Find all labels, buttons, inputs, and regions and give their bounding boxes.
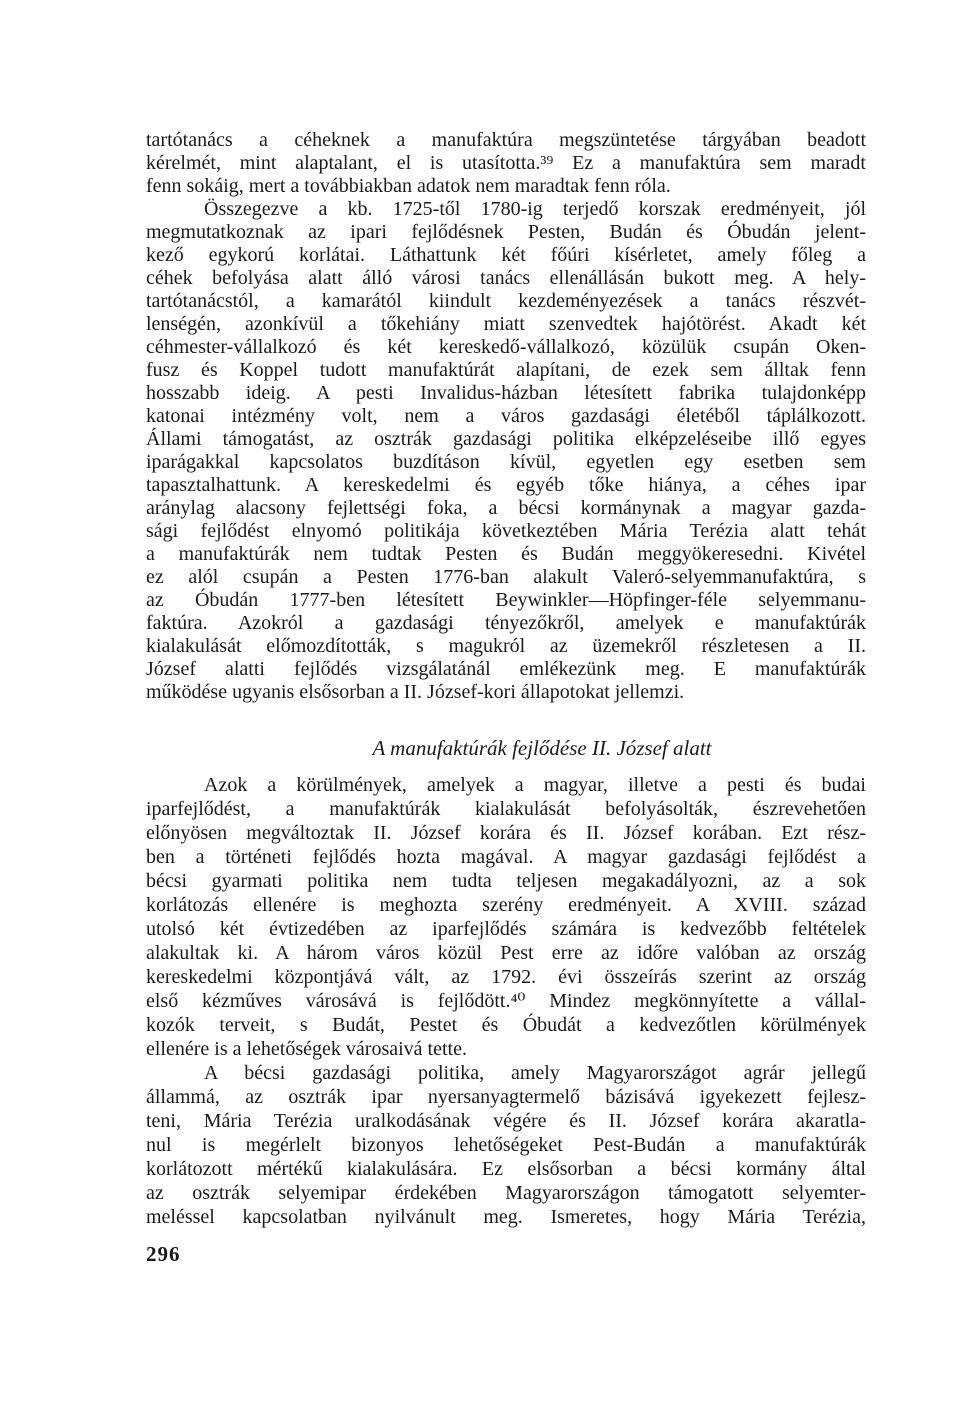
page-number: 296 (146, 1242, 181, 1266)
text-line: utolsó két évtizedében az iparfejlődés számára is kedvezőbb feltételek (146, 918, 866, 940)
text-line: fenn sokáig, mert a továbbiakban adatok nem maradtak fenn róla. (146, 175, 671, 197)
text-line: meléssel kapcsolatban nyilvánult meg. Ismeretes, hogy Mária Terézia, (146, 1206, 866, 1228)
text-line: működése ugyanis elsősorban a II. József-kori állapotokat jellemzi. (146, 681, 685, 703)
text-line: megmutatkoznak az ipari fejlődésnek Pesten, Budán és Óbudán jelent- (146, 221, 866, 243)
text-line: alakultak ki. A három város közül Pest erre az időre valóban az ország (146, 942, 866, 964)
text-line: aránylag alacsony fejlettségi foka, a bécsi kormánynak a magyar gazda- (146, 497, 866, 519)
text-line: faktúra. Azokról a gazdasági tényezőkről, amelyek e manufaktúrák (146, 612, 866, 634)
text-line: az osztrák selyemipar érdekében Magyarországon támogatott selyemter- (146, 1182, 866, 1204)
text-line: kereskedelmi központjává vált, az 1792. évi összeírás szerint az ország (146, 966, 866, 988)
text-line: kérelmét, mint alaptalant, el is utasította.³⁹ Ez a manufaktúra sem maradt (146, 152, 866, 174)
text-line: kező egykorú korlátai. Láthattunk két főúri kísérletet, amely főleg a (146, 244, 866, 266)
text-line: bécsi gyarmati politika nem tudta teljesen megakadályozni, az a sok (146, 870, 866, 892)
text-line: korlátozott mértékű kialakulására. Ez elsősorban a bécsi kormány által (146, 1158, 866, 1180)
text-line: céhmester-vállalkozó és két kereskedő-vállalkozó, közülük csupán Oken- (146, 336, 866, 358)
text-line: kialakulását előmozdították, s magukról az üzemekről részletesen a II. (146, 635, 866, 657)
text-line: kozók terveit, s Budát, Pestet és Óbudát a kedvezőtlen körülmények (146, 1014, 866, 1036)
text-line: József alatti fejlődés vizsgálatánál emlékezünk meg. E manufaktúrák (146, 658, 866, 680)
text-line: Azok a körülmények, amelyek a magyar, illetve a pesti és budai (204, 774, 866, 796)
text-line: tapasztalhattunk. A kereskedelmi és egyéb tőke hiánya, a céhes ipar (146, 474, 866, 496)
text-line: a manufaktúrák nem tudtak Pesten és Budán meggyökeresedni. Kivétel (146, 543, 866, 565)
text-line: A bécsi gazdasági politika, amely Magyarországot agrár jellegű (204, 1062, 866, 1084)
text-line: ellenére is a lehetőségek városaivá tette. (146, 1038, 467, 1060)
text-line: iparágakkal kapcsolatos buzdításon kívül, egyetlen egy esetben sem (146, 451, 866, 473)
text-line: katonai intézmény volt, nem a város gazdasági életéből táplálkozott. (146, 405, 866, 427)
text-line: tartótanács a céheknek a manufaktúra megszüntetése tárgyában beadott (146, 129, 866, 151)
text-line: az Óbudán 1777-ben létesített Beywinkler—Höpfinger-féle selyemmanu- (146, 589, 866, 611)
text-line: hosszabb ideig. A pesti Invalidus-házban létesített fabrika tulajdonképp (146, 382, 866, 404)
text-line: lenségén, azonkívül a tőkehiány miatt szenvedtek hajótörést. Akadt két (146, 313, 866, 335)
text-line: sági fejlődést elnyomó politikája következtében Mária Terézia alatt tehát (146, 520, 866, 542)
text-line: nul is megérlelt bizonyos lehetőségeket Pest-Budán a manufaktúrák (146, 1134, 866, 1156)
text-line: céhek befolyása alatt álló városi tanács ellenállásán bukott meg. A hely- (146, 267, 866, 289)
text-line: iparfejlődést, a manufaktúrák kialakulását befolyásolták, észrevehetően (146, 798, 866, 820)
text-line: teni, Mária Terézia uralkodásának végére és II. József korára akaratla- (146, 1110, 866, 1132)
text-line: ez alól csupán a Pesten 1776-ban alakult Valeró-selyemmanufaktúra, s (146, 566, 866, 588)
section-heading: A manufaktúrák fejlődése II. József alatt (372, 736, 712, 760)
text-line: állammá, az osztrák ipar nyersanyagtermelő bázisává igyekezett fejlesz- (146, 1086, 866, 1108)
text-line: Állami támogatást, az osztrák gazdasági politika elképzeléseibe illő egyes (146, 428, 866, 450)
text-line: tartótanácstól, a kamarától kiindult kezdeményezések a tanács részvét- (146, 290, 866, 312)
text-line: első kézműves városává is fejlődött.⁴⁰ Mindez megkönnyítette a vállal- (146, 990, 866, 1012)
text-line: korlátozás ellenére is meghozta szerény eredményeit. A XVIII. század (146, 894, 866, 916)
text-line: ben a történeti fejlődés hozta magával. A magyar gazdasági fejlődést a (146, 846, 866, 868)
text-line: fusz és Koppel tudott manufaktúrát alapítani, de ezek sem álltak fenn (146, 359, 866, 381)
text-line: előnyösen megváltoztak II. József korára és II. József korában. Ezt rész- (146, 822, 866, 844)
text-line: Összegezve a kb. 1725-től 1780-ig terjedő korszak eredményeit, jól (204, 198, 866, 220)
